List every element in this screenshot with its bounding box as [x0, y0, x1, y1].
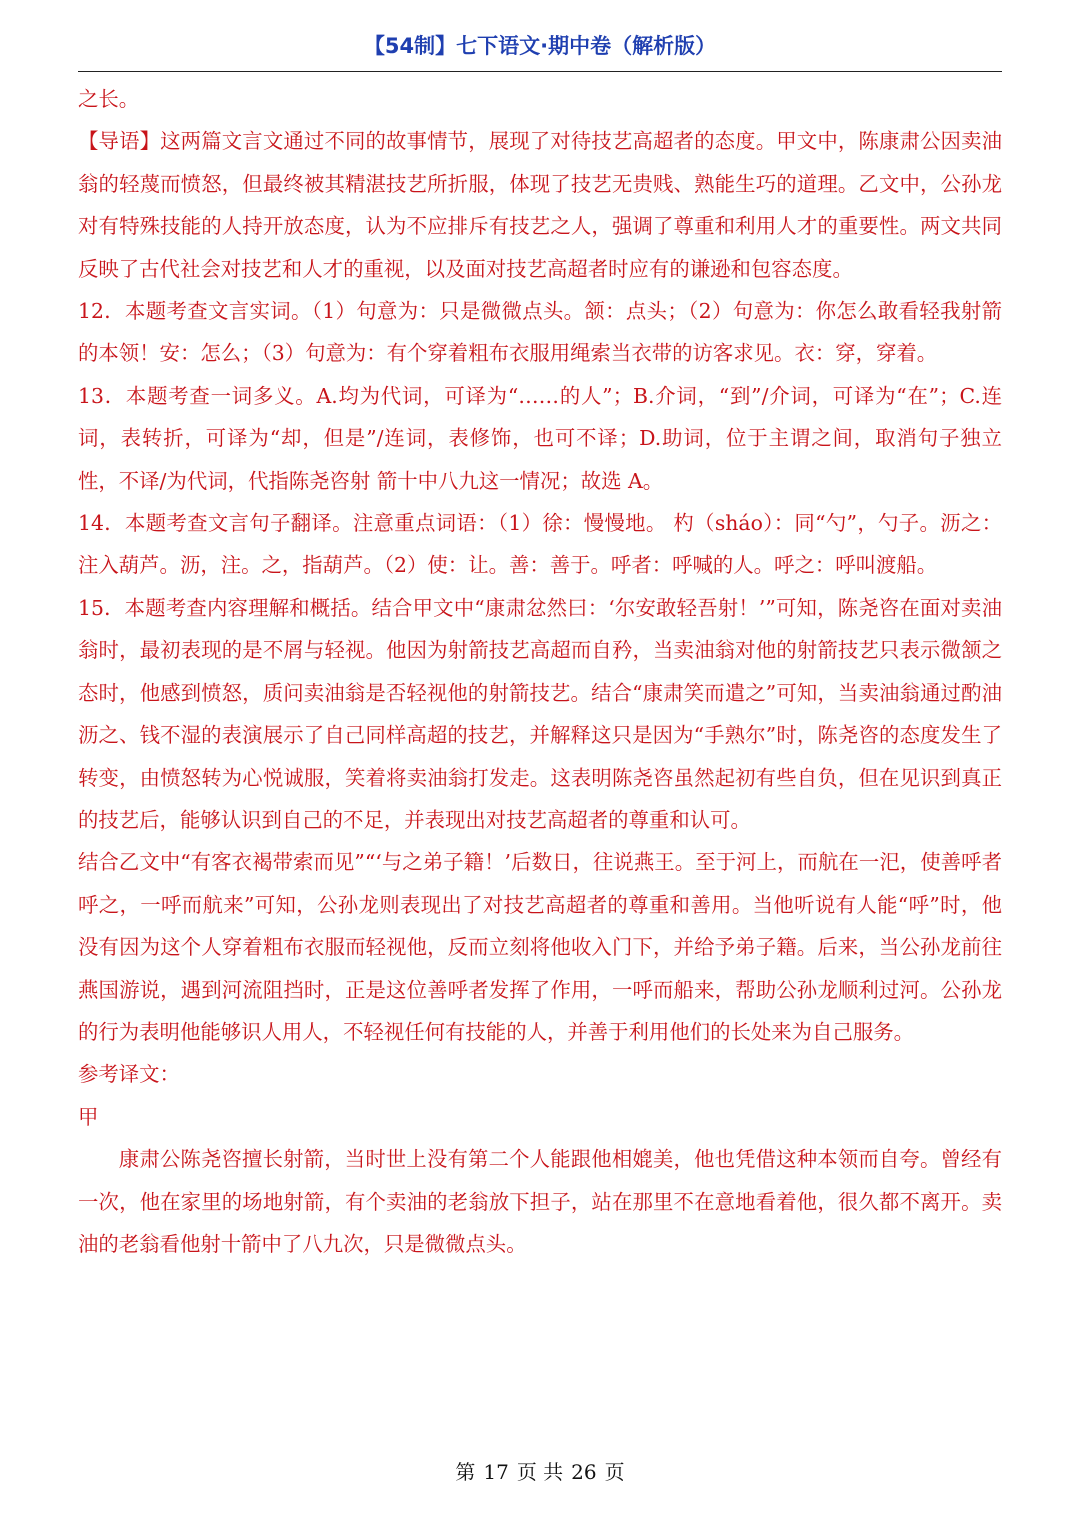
- paragraph-answer-15-part2: 结合乙文中“有客衣褐带索而见”“‘与之弟子籍！’后数日，往说燕王。至于河上，而航在一汜，使善呼者呼之，一呼而航来”可知，公孙龙则表现出了对技艺高超者的尊重和善用。当他听说有人能“呼”时，他没有因为这个人穿着粗布衣服而轻视他，反而立刻将他收入门下，并给予弟子籍。后来，当公孙龙前往燕国游说，遇到河流阻挡时，正是这位善呼者发挥了作用，一呼而船来，帮助公孙龙顺利过河。公孙龙的行为表明他能够识人用人，不轻视任何有技能的人，并善于利用他们的长处来为自己服务。: [78, 850, 1002, 1044]
- paragraph-guide: 【导语】这两篇文言文通过不同的故事情节，展现了对待技艺高超者的态度。甲文中，陈康肃公因卖油翁的轻蔑而愤怒，但最终被其精湛技艺所折服，体现了技艺无贵贱、熟能生巧的道理。乙文中，公孙龙对有特殊技能的人持开放态度，认为不应排斥有技艺之人，强调了尊重和利用人才的重要性。两文共同反映了古代社会对技艺和人才的重视，以及面对技艺高超者时应有的谦逊和包容态度。: [78, 129, 1002, 281]
- footer-suffix: 页: [604, 1460, 625, 1484]
- footer-total-pages: 26: [571, 1460, 597, 1484]
- paragraph-answer-15: 15．本题考查内容理解和概括。结合甲文中“康肃忿然曰：‘尔安敢轻吾射！’”可知，陈尧咨在面对卖油翁时，最初表现的是不屑与轻视。他因为射箭技艺高超而自矜，当卖油翁对他的射箭技艺只表示微颔之态时，他感到愤怒，质问卖油翁是否轻视他的射箭技艺。结合“康肃笑而遣之”可知，当卖油翁通过酌油沥之、钱不湿的表演展示了自己同样高超的技艺，并解释这只是因为“手熟尔”时，陈尧咨的态度发生了转变，由愤怒转为心悦诚服，笑着将卖油翁打发走。这表明陈尧咨虽然起初有些自负，但在见识到真正的技艺后，能够认识到自己的不足，并表现出对技艺高超者的尊重和认可。: [78, 595, 1002, 832]
- page-footer: [0, 1456, 1080, 1488]
- footer-middle: 页 共: [516, 1460, 564, 1484]
- paragraph-answer-12: 12．本题考查文言实词。（1）句意为：只是微微点头。颔：点头；（2）句意为：你怎么敢看轻我射箭的本领！安：怎么；（3）句意为：有个穿着粗布衣服用绳索当衣带的访客求见。衣：穿，穿着。: [78, 299, 1002, 366]
- paragraph-translation: 康肃公陈尧咨擅长射箭，当时世上没有第二个人能跟他相媲美，他也凭借这种本领而自夸。曾经有一次，他在家里的场地射箭，有个卖油的老翁放下担子，站在那里不在意地看着他，很久都不离开。卖油的老翁看他射十箭中了八九次，只是微微点头。: [78, 1147, 1002, 1256]
- paragraph-section-jia: 甲: [78, 1104, 99, 1129]
- paragraph-continuation: 之长。: [78, 87, 140, 111]
- paragraph-answer-14: 14．本题考查文言句子翻译。注意重点词语：（1）徐：慢慢地。 杓（sháo）：同“勺”，勺子。沥之：注入葫芦。沥，注。之，指葫芦。（2）使：让。善：善于。呼者：呼喊的人。呼之：呼叫渡船。: [78, 511, 1002, 578]
- document-body: [78, 78, 1002, 1265]
- header-divider: [78, 71, 1002, 72]
- footer-prefix: 第: [455, 1460, 476, 1484]
- paragraph-answer-13: 13．本题考查一词多义。A.均为代词，可译为“……的人”；B.介词，“到”/介词，可译为“在”；C.连词，表转折，可译为“却，但是”/连词，表修饰，也可不译；D.助词，位于主谓之间，取消句子独立性，不译/为代词，代指陈尧咨射 箭十中八九这一情况；故选 A。: [78, 383, 1002, 493]
- paragraph-reference-heading: 参考译文：: [78, 1062, 180, 1087]
- page-header-title: 【54制】七下语文·期中卷（解析版）: [363, 34, 717, 58]
- footer-page-number: 17: [483, 1460, 509, 1484]
